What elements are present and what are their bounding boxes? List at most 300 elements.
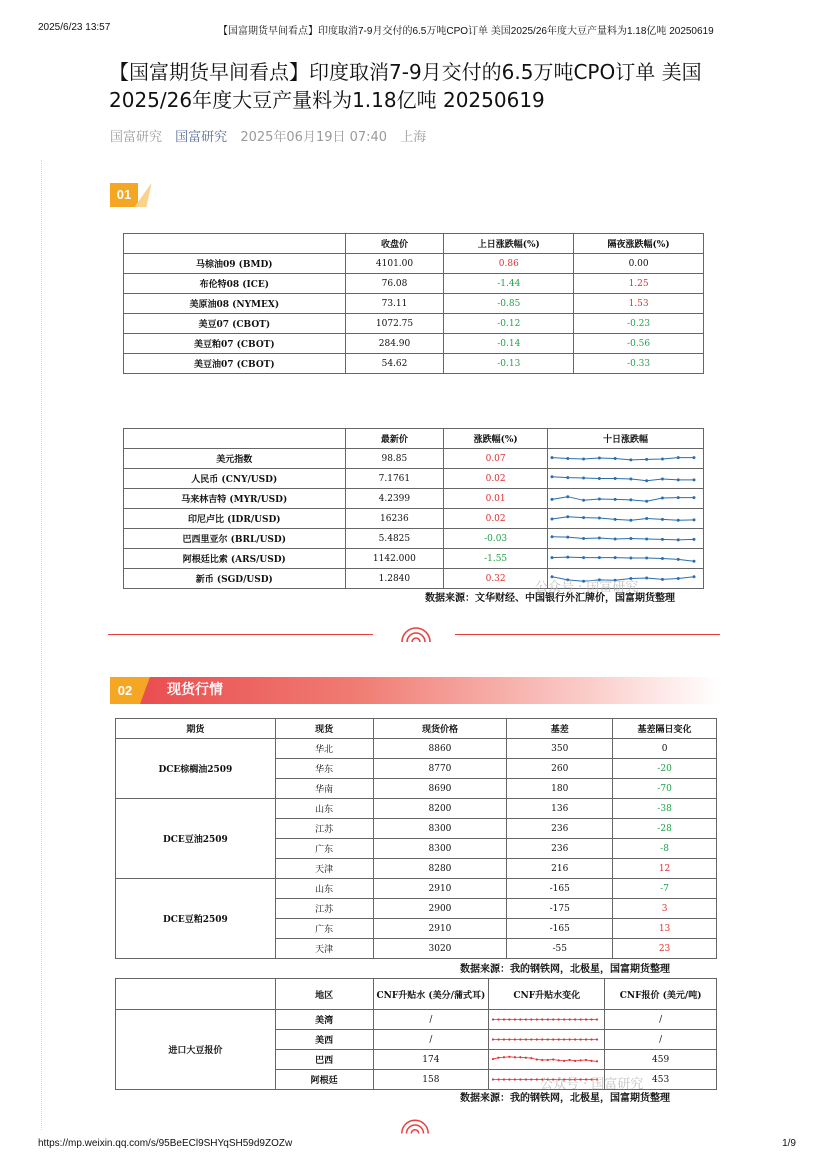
column-header: 现货价格 [373, 719, 507, 739]
table-row [124, 254, 704, 274]
prev-day-change: 0.86 [444, 254, 574, 274]
spot-region: 山东 [275, 799, 373, 819]
sparkline-point [503, 1018, 505, 1020]
sparkline-point [598, 537, 601, 540]
basis-change: -38 [613, 799, 717, 819]
spot-price: 2900 [373, 899, 507, 919]
futures-contract: DCE豆油2509 [116, 799, 276, 879]
column-header: 地区 [275, 979, 373, 1010]
article-author: 国富研究 [110, 130, 163, 145]
sparkline-point [509, 1056, 511, 1058]
sparkline-point [525, 1057, 527, 1059]
sparkline-point [614, 498, 617, 501]
basis: -165 [507, 919, 613, 939]
spot-table-header [116, 719, 717, 739]
sparkline-point [536, 1078, 538, 1080]
futures-table-header [124, 234, 704, 254]
sparkline-point [563, 1018, 565, 1020]
sparkline-point [677, 558, 680, 561]
column-header: 收盘价 [345, 234, 444, 254]
sparkline-path [552, 557, 694, 561]
sparkline-point [566, 476, 569, 479]
spot-price: 8300 [373, 839, 507, 859]
page-guide-line [41, 160, 42, 1130]
instrument-name: 布伦特08 (ICE) [124, 274, 346, 294]
column-header: 期货 [116, 719, 276, 739]
column-header [124, 429, 346, 449]
sparkline-point [661, 538, 664, 541]
ten-day-trend [547, 469, 703, 489]
sparkline-point [677, 577, 680, 580]
sparkline-point [514, 1078, 516, 1080]
sparkline-point [614, 518, 617, 521]
sparkline-point [574, 1060, 576, 1062]
ten-day-trend [547, 449, 703, 469]
sparkline-point [629, 498, 632, 501]
prev-day-change: -0.13 [444, 354, 574, 374]
sparkline-point [582, 477, 585, 480]
spot-region: 江苏 [275, 899, 373, 919]
basis: 236 [507, 819, 613, 839]
table-row [116, 879, 717, 899]
spot-table [115, 718, 717, 959]
sparkline-point [692, 560, 695, 563]
sparkline-point [645, 479, 648, 482]
spot-price: 8770 [373, 759, 507, 779]
sparkline-point [645, 458, 648, 461]
sparkline-point [645, 577, 648, 580]
sparkline-point [550, 535, 553, 538]
sparkline-point [677, 496, 680, 499]
ten-day-trend [547, 509, 703, 529]
fx-table-header [124, 429, 704, 449]
cnf-quote: / [605, 1010, 717, 1030]
article-date: 2025年06月19日 07:40 [240, 130, 388, 145]
sparkline-point [582, 457, 585, 460]
sparkline-point [677, 538, 680, 541]
spot-price: 8860 [373, 739, 507, 759]
sparkline-path [552, 537, 694, 540]
sparkline-point [550, 498, 553, 501]
sparkline-point [585, 1038, 587, 1040]
instrument-name: 马棕油09 (BMD) [124, 254, 346, 274]
table-row [116, 739, 717, 759]
cnf-quote: / [605, 1030, 717, 1050]
sparkline-point [520, 1056, 522, 1058]
cnf-premium: / [373, 1010, 489, 1030]
close-price: 76.08 [345, 274, 444, 294]
latest-price: 98.85 [345, 449, 444, 469]
basis-change: 13 [613, 919, 717, 939]
overnight-change: 1.53 [574, 294, 704, 314]
sparkline-point [558, 1018, 560, 1020]
sparkline-point [530, 1018, 532, 1020]
sparkline-point [569, 1038, 571, 1040]
fx-table [123, 428, 704, 589]
sparkline-point [536, 1058, 538, 1060]
cnf-premium: / [373, 1030, 489, 1050]
change-percent: 0.01 [444, 489, 548, 509]
sparkline-point [574, 1018, 576, 1020]
table-row [124, 469, 704, 489]
sparkline-point [629, 557, 632, 560]
sparkline [489, 1051, 601, 1068]
sparkline-point [536, 1018, 538, 1020]
basis: -175 [507, 899, 613, 919]
sparkline-point [509, 1078, 511, 1080]
sparkline-point [585, 1059, 587, 1061]
overnight-change: 1.25 [574, 274, 704, 294]
table-row [124, 529, 704, 549]
sparkline-point [591, 1060, 593, 1062]
column-header: 十日涨跌幅 [547, 429, 703, 449]
sparkline-point [492, 1078, 494, 1080]
sparkline-point [492, 1038, 494, 1040]
column-header: 基差 [507, 719, 613, 739]
column-header: CNF报价 (美元/吨) [605, 979, 717, 1010]
sparkline-point [629, 537, 632, 540]
table-row [116, 1010, 717, 1030]
prev-day-change: -0.14 [444, 334, 574, 354]
latest-price: 4.2399 [345, 489, 444, 509]
column-header: 最新价 [345, 429, 444, 449]
latest-price: 7.1761 [345, 469, 444, 489]
group-label: 进口大豆报价 [116, 1010, 276, 1090]
sparkline-point [580, 1038, 582, 1040]
currency-name: 巴西里亚尔 (BRL/USD) [124, 529, 346, 549]
sparkline-point [558, 1038, 560, 1040]
spot-region: 江苏 [275, 819, 373, 839]
table-row [124, 489, 704, 509]
ten-day-trend [547, 489, 703, 509]
sparkline-point [574, 1038, 576, 1040]
sparkline-point [645, 500, 648, 503]
basis: 260 [507, 759, 613, 779]
print-header [38, 22, 796, 36]
sparkline-point [661, 497, 664, 500]
sparkline-point [530, 1038, 532, 1040]
futures-contract: DCE棕榈油2509 [116, 739, 276, 799]
sparkline-point [692, 456, 695, 459]
sparkline-point [509, 1018, 511, 1020]
sparkline-point [547, 1059, 549, 1061]
table-row [124, 354, 704, 374]
sparkline-point [598, 517, 601, 520]
column-header: 上日涨跌幅(%) [444, 234, 574, 254]
basis-change: -8 [613, 839, 717, 859]
sparkline-point [558, 1059, 560, 1061]
sparkline-point [566, 556, 569, 559]
sparkline-point [661, 457, 664, 460]
instrument-name: 美原油08 (NYMEX) [124, 294, 346, 314]
data-source-1: 数据来源：文华财经、中国银行外汇牌价，国富期货整理 [425, 593, 675, 604]
ten-day-trend [547, 549, 703, 569]
change-percent: 0.02 [444, 469, 548, 489]
sparkline-point [614, 556, 617, 559]
sparkline-point [566, 515, 569, 518]
latest-price: 1.2840 [345, 569, 444, 589]
sparkline-point [541, 1038, 543, 1040]
sparkline-point [520, 1018, 522, 1020]
cnf-region: 美西 [275, 1030, 373, 1050]
sparkline-point [525, 1038, 527, 1040]
account-link[interactable]: 国富研究 [175, 130, 228, 145]
sparkline-point [582, 537, 585, 540]
cnf-quote: 459 [605, 1050, 717, 1070]
cnf-region: 巴西 [275, 1050, 373, 1070]
sparkline-point [692, 575, 695, 578]
table-row [124, 549, 704, 569]
sparkline-point [591, 1038, 593, 1040]
sparkline-point [498, 1018, 500, 1020]
table-row [116, 799, 717, 819]
table-row [124, 334, 704, 354]
sparkline-point [569, 1018, 571, 1020]
sparkline [548, 450, 698, 467]
column-header: 现货 [275, 719, 373, 739]
spot-price: 8300 [373, 819, 507, 839]
sparkline-point [692, 478, 695, 481]
cnf-table-header [116, 979, 717, 1010]
sparkline-point [582, 499, 585, 502]
sparkline-point [514, 1018, 516, 1020]
section-title-spot: 现货行情 [167, 682, 223, 698]
change-percent: -1.55 [444, 549, 548, 569]
change-percent: 0.07 [444, 449, 548, 469]
sparkline-point [552, 1058, 554, 1060]
sparkline-point [492, 1058, 494, 1060]
section-banner-02 [110, 677, 720, 704]
ten-day-trend [547, 529, 703, 549]
print-footer [38, 1138, 796, 1152]
column-header: CNF升贴水 (美分/蒲式耳) [373, 979, 489, 1010]
sparkline-point [525, 1078, 527, 1080]
futures-contract: DCE豆粕2509 [116, 879, 276, 959]
cnf-region: 美湾 [275, 1010, 373, 1030]
cnf-quote: 453 [605, 1070, 717, 1090]
prev-day-change: -1.44 [444, 274, 574, 294]
sparkline-point [498, 1057, 500, 1059]
sparkline-point [580, 1018, 582, 1020]
column-header: 隔夜涨跌幅(%) [574, 234, 704, 254]
sparkline-point [645, 517, 648, 520]
overnight-change: 0.00 [574, 254, 704, 274]
sparkline-point [582, 556, 585, 559]
sparkline [548, 550, 698, 567]
basis: 216 [507, 859, 613, 879]
prev-day-change: -0.12 [444, 314, 574, 334]
sparkline-point [569, 1059, 571, 1061]
sparkline [548, 490, 698, 507]
basis-change: 12 [613, 859, 717, 879]
sparkline-path [552, 458, 694, 460]
sparkline-point [645, 557, 648, 560]
basis: 180 [507, 779, 613, 799]
spot-price: 3020 [373, 939, 507, 959]
print-page-number: 1/9 [782, 1138, 796, 1149]
table-row [124, 294, 704, 314]
sparkline-point [498, 1078, 500, 1080]
spot-price: 8200 [373, 799, 507, 819]
change-percent: 0.32 [444, 569, 548, 589]
column-header: 涨跌幅(%) [444, 429, 548, 449]
cloud-ornament-icon [398, 622, 434, 644]
basis: -165 [507, 879, 613, 899]
basis: 136 [507, 799, 613, 819]
sparkline-point [629, 519, 632, 522]
sparkline-point [509, 1038, 511, 1040]
sparkline-point [552, 1038, 554, 1040]
sparkline-path [552, 477, 694, 481]
sparkline [548, 470, 698, 487]
sparkline-point [598, 556, 601, 559]
sparkline-point [566, 536, 569, 539]
spot-region: 华东 [275, 759, 373, 779]
sparkline [489, 1011, 601, 1028]
sparkline-point [530, 1057, 532, 1059]
sparkline-point [492, 1018, 494, 1020]
spot-region: 华南 [275, 779, 373, 799]
instrument-name: 美豆油07 (CBOT) [124, 354, 346, 374]
column-header: 基差隔日变化 [613, 719, 717, 739]
article-meta [110, 126, 435, 145]
sparkline-point [541, 1018, 543, 1020]
basis-change: 23 [613, 939, 717, 959]
sparkline-point [629, 458, 632, 461]
cloud-ornament-icon [398, 1114, 432, 1136]
basis-change: 3 [613, 899, 717, 919]
sparkline-point [552, 1018, 554, 1020]
currency-name: 阿根廷比索 (ARS/USD) [124, 549, 346, 569]
basis: 350 [507, 739, 613, 759]
spot-price: 8690 [373, 779, 507, 799]
basis-change: -7 [613, 879, 717, 899]
print-tab-title: 【国富期货早间看点】印度取消7-9月交付的6.5万吨CPO订单 美国2025/26年度大豆产量料为1.18亿吨 20250619 [218, 26, 714, 37]
currency-name: 新币 (SGD/USD) [124, 569, 346, 589]
close-price: 284.90 [345, 334, 444, 354]
sparkline-point [563, 1060, 565, 1062]
sparkline-point [596, 1018, 598, 1020]
sparkline-point [661, 557, 664, 560]
cnf-trend [489, 1050, 605, 1070]
section-number-02: 02 [110, 677, 140, 704]
sparkline-point [566, 495, 569, 498]
article-title: 【国富期货早间看点】印度取消7-9月交付的6.5万吨CPO订单 美国2025/26年度大豆产量料为1.18亿吨 20250619 [109, 60, 702, 112]
sparkline-point [530, 1078, 532, 1080]
cnf-trend [489, 1010, 605, 1030]
sparkline-point [550, 556, 553, 559]
close-price: 73.11 [345, 294, 444, 314]
currency-name: 人民币 (CNY/USD) [124, 469, 346, 489]
close-price: 1072.75 [345, 314, 444, 334]
print-timestamp: 2025/6/23 13:57 [38, 22, 111, 33]
sparkline-point [614, 537, 617, 540]
spot-region: 广东 [275, 919, 373, 939]
close-price: 54.62 [345, 354, 444, 374]
change-percent: -0.03 [444, 529, 548, 549]
cnf-trend [489, 1030, 605, 1050]
latest-price: 16236 [345, 509, 444, 529]
sparkline-point [550, 456, 553, 459]
latest-price: 5.4825 [345, 529, 444, 549]
sparkline-point [629, 477, 632, 480]
sparkline-point [541, 1059, 543, 1061]
sparkline-point [692, 496, 695, 499]
sparkline-point [598, 477, 601, 480]
watermark-1: 公众号 · 国富研究 [535, 580, 639, 595]
overnight-change: -0.23 [574, 314, 704, 334]
sparkline-point [563, 1038, 565, 1040]
sparkline-point [677, 519, 680, 522]
cnf-premium: 174 [373, 1050, 489, 1070]
latest-price: 1142.000 [345, 549, 444, 569]
currency-name: 印尼卢比 (IDR/USD) [124, 509, 346, 529]
spot-region: 广东 [275, 839, 373, 859]
basis-change: -70 [613, 779, 717, 799]
sparkline-point [503, 1056, 505, 1058]
sparkline-point [514, 1038, 516, 1040]
currency-name: 马来林吉特 (MYR/USD) [124, 489, 346, 509]
sparkline-point [596, 1038, 598, 1040]
sparkline-point [498, 1038, 500, 1040]
watermark-2: 公众号 · 国富研究 [540, 1077, 644, 1092]
sparkline-point [585, 1018, 587, 1020]
column-header [124, 234, 346, 254]
sparkline-point [580, 1059, 582, 1061]
sparkline-point [520, 1038, 522, 1040]
sparkline-point [692, 518, 695, 521]
sparkline-point [582, 516, 585, 519]
spot-region: 华北 [275, 739, 373, 759]
change-percent: 0.02 [444, 509, 548, 529]
close-price: 4101.00 [345, 254, 444, 274]
section-number-01: 01 [110, 183, 138, 207]
spot-price: 8280 [373, 859, 507, 879]
print-url[interactable]: https://mp.weixin.qq.com/s/95BeECl9SHYqSH59d9ZOZw [38, 1138, 293, 1149]
spot-price: 2910 [373, 879, 507, 899]
sparkline-point [503, 1078, 505, 1080]
section-divider [108, 624, 720, 644]
sparkline-point [547, 1038, 549, 1040]
spot-region: 天津 [275, 939, 373, 959]
sparkline-point [547, 1018, 549, 1020]
sparkline [489, 1031, 601, 1048]
sparkline-point [614, 457, 617, 460]
sparkline-point [550, 517, 553, 520]
basis-change: 0 [613, 739, 717, 759]
data-source-3: 数据来源：我的钢铁网，北极星，国富期货整理 [460, 1093, 670, 1104]
sparkline-point [661, 477, 664, 480]
prev-day-change: -0.85 [444, 294, 574, 314]
cnf-premium: 158 [373, 1070, 489, 1090]
sparkline-point [614, 477, 617, 480]
spot-price: 2910 [373, 919, 507, 939]
sparkline-point [598, 497, 601, 500]
overnight-change: -0.33 [574, 354, 704, 374]
table-row [124, 449, 704, 469]
article-location: 上海 [400, 130, 427, 145]
sparkline-point [677, 456, 680, 459]
sparkline [548, 510, 698, 527]
sparkline-point [566, 457, 569, 460]
basis: -55 [507, 939, 613, 959]
currency-name: 美元指数 [124, 449, 346, 469]
sparkline-path [552, 497, 694, 502]
data-source-2: 数据来源：我的钢铁网，北极星，国富期货整理 [460, 964, 670, 975]
spot-region: 山东 [275, 879, 373, 899]
sparkline-point [661, 578, 664, 581]
basis-change: -28 [613, 819, 717, 839]
